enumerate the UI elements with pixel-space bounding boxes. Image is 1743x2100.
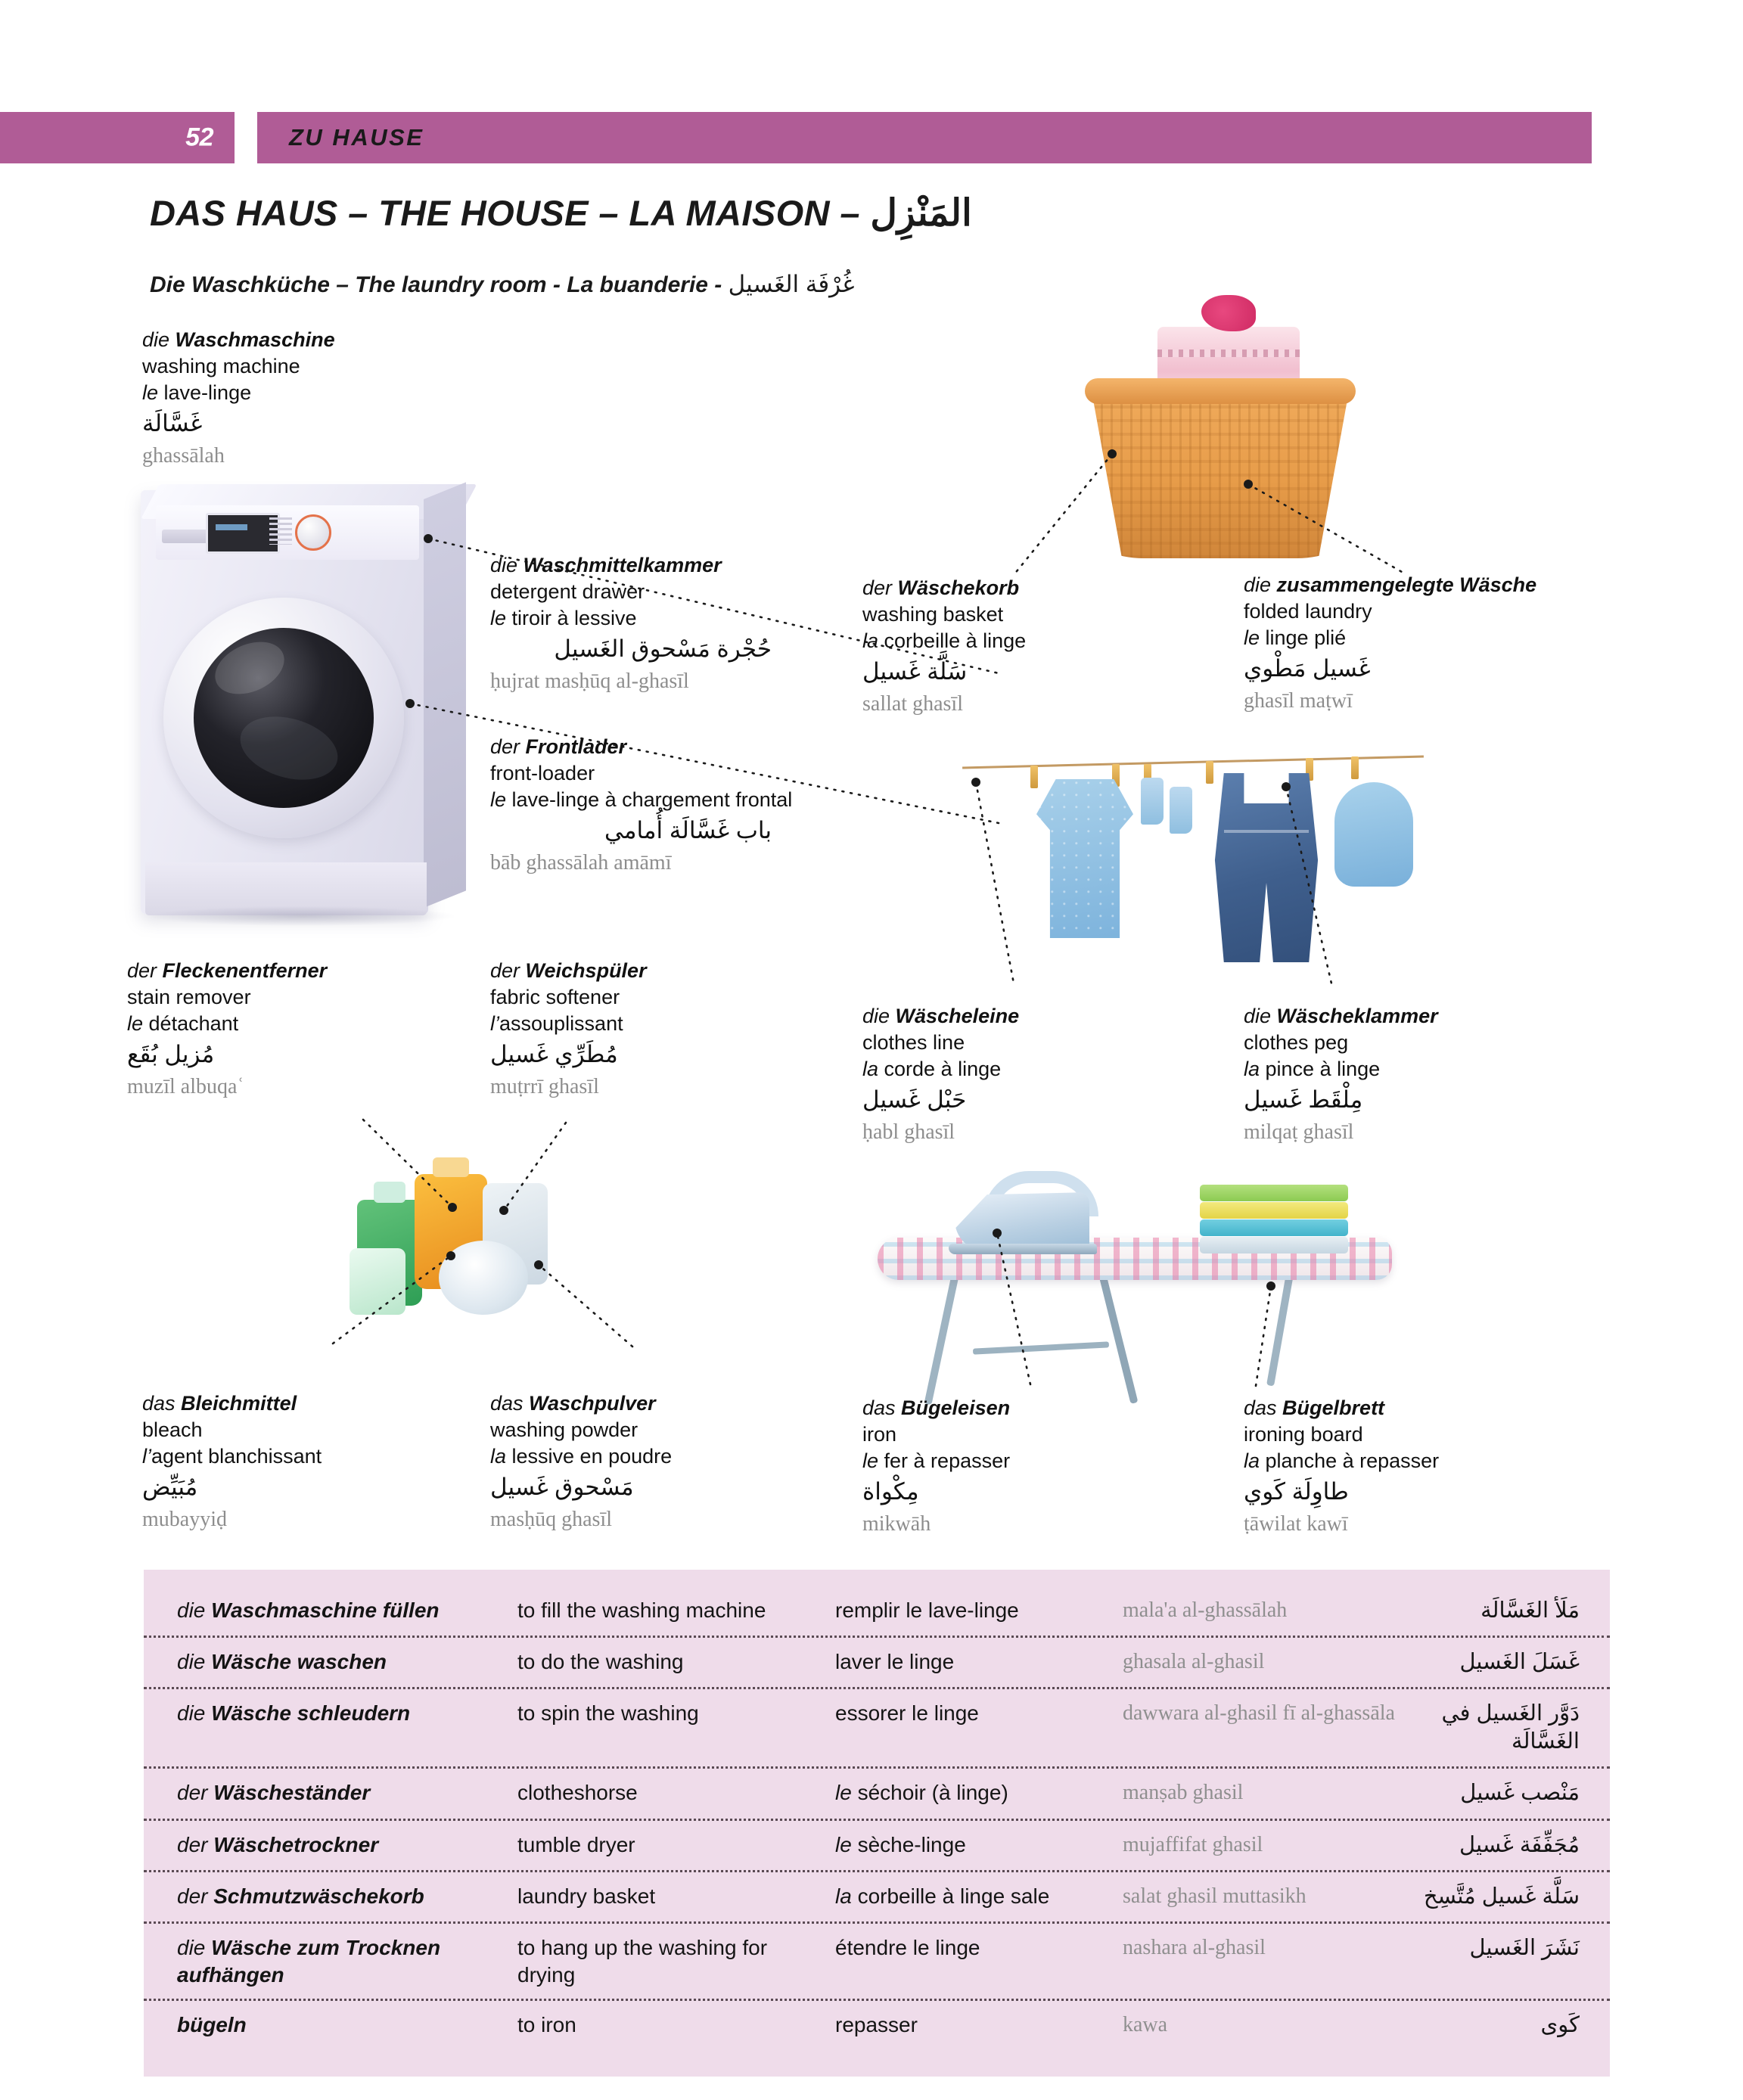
page-title	[150, 191, 972, 235]
cell-english: to fill the washing machine	[517, 1598, 766, 1622]
label-front-loader	[490, 734, 792, 877]
label-de	[490, 1390, 672, 1417]
cell-arabic: دَوَّر الغَسيل في الغَسَّالَة	[1441, 1701, 1580, 1754]
label-de-article: das	[142, 1392, 182, 1415]
label-fr-rest: corde à linge	[884, 1058, 1002, 1081]
label-fr	[142, 1443, 322, 1470]
label-fr-rest: planche à repasser	[1265, 1449, 1440, 1473]
cell-transliteration: kawa	[1123, 2013, 1168, 2037]
label-de-article: das	[490, 1392, 530, 1415]
label-de-article: der	[490, 959, 526, 982]
washing-machine-side	[424, 482, 466, 908]
page-number: 52	[185, 123, 213, 152]
phrase-table	[144, 1570, 1610, 2077]
label-folded-laundry	[1244, 572, 1536, 715]
label-fr-article: la	[490, 1445, 512, 1468]
cell-french: essorer le linge	[835, 1701, 979, 1726]
label-fr-article: la	[1244, 1449, 1266, 1473]
detergent-bottles-photo	[350, 1127, 599, 1315]
page-number-box	[0, 112, 235, 163]
label-fr	[1244, 625, 1536, 651]
section-subtitle-latin: Die Waschküche – The laundry room - La buanderie -	[150, 272, 729, 297]
cell-french: remplir le lave-linge	[835, 1598, 1019, 1622]
label-ar: حُجْرة مَسْحوق الغَسيل	[554, 635, 772, 663]
cell-arabic: مُجَفِّفَة غَسيل	[1459, 1832, 1580, 1857]
green-container	[350, 1248, 405, 1315]
label-translit: mubayyiḍ	[142, 1507, 227, 1531]
towel-blue	[1200, 1219, 1348, 1236]
label-de-word: Wäschekorb	[897, 576, 1020, 599]
hanging-bonnet-photo	[1334, 782, 1413, 887]
label-fr	[862, 1056, 1019, 1083]
label-ar: طاوِلَة كَوي	[1244, 1478, 1349, 1505]
label-clothes-line	[862, 1003, 1019, 1146]
label-de	[490, 552, 772, 579]
cell-german: der Schmutzwäschekorb	[177, 1884, 424, 1908]
label-translit: muṭrrī ghasīl	[490, 1074, 599, 1098]
label-translit: masḥūq ghasīl	[490, 1507, 612, 1531]
label-fr-article: l’	[490, 1012, 499, 1036]
cell-transliteration: salat ghasil muttasikh	[1123, 1884, 1306, 1908]
label-fr	[490, 1443, 672, 1470]
label-de	[862, 1395, 1010, 1421]
table-row	[144, 1821, 1610, 1872]
cell-french: le séchoir (à linge)	[835, 1781, 1008, 1805]
label-translit: bāb ghassālah amāmī	[490, 850, 672, 874]
label-fr	[1244, 1056, 1438, 1083]
cell-english: laundry basket	[517, 1884, 656, 1908]
label-de-word: Bügelbrett	[1282, 1396, 1385, 1419]
table-row	[144, 1638, 1610, 1689]
cell-arabic: سَلَّة غَسيل مُتَّسِخ	[1423, 1884, 1580, 1909]
label-en: detergent drawer	[490, 580, 645, 604]
label-fr-rest: assouplissant	[499, 1012, 623, 1036]
washing-machine-vents	[269, 517, 292, 545]
label-de-word: Weichspüler	[525, 959, 647, 982]
label-translit: ḥujrat masḥūq al-ghasīl	[490, 669, 689, 693]
label-de-word: Bügeleisen	[901, 1396, 1011, 1419]
label-de	[862, 1003, 1019, 1030]
label-de-article: die	[142, 328, 176, 351]
ironing-board-leg-1	[924, 1273, 959, 1405]
label-fr	[862, 1448, 1010, 1474]
label-fabric-softener	[490, 958, 647, 1101]
label-en: fabric softener	[490, 986, 620, 1009]
washing-machine-dial	[295, 514, 331, 551]
label-ar: باب غَسَّالَة أُمامي	[604, 817, 772, 844]
page-header-band	[0, 112, 1592, 163]
label-de-article: die	[1244, 573, 1277, 596]
label-ar: سَلَّة غَسيل	[862, 658, 968, 685]
label-ar: مِكْواة	[862, 1478, 919, 1505]
label-de-article: das	[862, 1396, 902, 1419]
label-ar: غَسَّالَة	[142, 410, 203, 437]
cell-arabic: مَلَأ الغَسَّالَة	[1480, 1598, 1580, 1623]
towel-yellow	[1200, 1202, 1348, 1219]
label-fr-rest: linge plié	[1265, 626, 1347, 650]
label-en: iron	[862, 1423, 897, 1446]
label-fr	[142, 380, 335, 406]
label-fr-rest: tiroir à lessive	[511, 607, 637, 630]
label-ar: مُزيل بُقَع	[127, 1041, 215, 1068]
cell-german: der Wäschetrockner	[177, 1832, 379, 1856]
label-de-word: Frontlader	[525, 735, 627, 758]
label-de	[127, 958, 327, 984]
label-ironing-board	[1244, 1395, 1439, 1538]
label-fr-rest: lave-linge à chargement frontal	[511, 788, 793, 812]
cell-french: repasser	[835, 2013, 918, 2037]
label-de	[1244, 572, 1536, 598]
cell-transliteration: mujaffifat ghasil	[1123, 1832, 1263, 1856]
page-title-latin: DAS HAUS – THE HOUSE – LA MAISON –	[150, 193, 871, 233]
cell-french: étendre le linge	[835, 1935, 980, 1959]
label-de-article: der	[127, 959, 163, 982]
label-de	[142, 327, 335, 353]
label-de-article: der	[490, 735, 526, 758]
label-translit: milqaṭ ghasīl	[1244, 1120, 1354, 1144]
label-fr-article: la	[1244, 1058, 1266, 1081]
label-fr-rest: lessive en poudre	[511, 1445, 673, 1468]
label-fr	[490, 1011, 647, 1037]
label-translit: ḥabl ghasīl	[862, 1120, 955, 1144]
cell-english: tumble dryer	[517, 1832, 635, 1856]
label-fr	[1244, 1448, 1439, 1474]
cell-french: le sèche-linge	[835, 1832, 966, 1856]
cell-english: to spin the washing	[517, 1701, 699, 1726]
cell-transliteration: ghasala al-ghasil	[1123, 1650, 1265, 1674]
label-fr-rest: agent blanchissant	[151, 1445, 322, 1468]
label-de	[1244, 1003, 1438, 1030]
label-fr-article: le	[862, 1449, 884, 1473]
label-de	[142, 1390, 322, 1417]
cell-english: to do the washing	[517, 1650, 684, 1674]
label-ar: حَبْل غَسيل	[862, 1086, 967, 1114]
label-en: washing powder	[490, 1418, 638, 1442]
cell-german: bügeln	[177, 2013, 247, 2037]
laundry-basket-photo	[1091, 387, 1350, 558]
chapter-title: ZU HAUSE	[289, 124, 424, 151]
cell-french: la corbeille à linge sale	[835, 1884, 1050, 1908]
cell-german: die Wäsche zum Trocknen aufhängen	[177, 1935, 441, 1987]
label-de-article: die	[490, 554, 524, 576]
label-washing-powder	[490, 1390, 672, 1533]
label-de-word: Waschmaschine	[175, 328, 335, 351]
bleach-jug	[439, 1241, 528, 1315]
label-en: bleach	[142, 1418, 203, 1442]
label-de-word: Waschmittelkammer	[523, 554, 722, 576]
table-row	[144, 1769, 1610, 1820]
label-ar: مُبَيِّض	[142, 1474, 198, 1501]
label-de-word: Wäscheklammer	[1276, 1005, 1438, 1027]
cell-transliteration: mala'a al-ghassālah	[1123, 1598, 1288, 1622]
label-en: front-loader	[490, 762, 595, 785]
label-translit: sallat ghasīl	[862, 691, 963, 716]
cell-french: laver le linge	[835, 1650, 955, 1674]
label-bleach	[142, 1390, 322, 1533]
label-translit: ghasīl maṭwī	[1244, 688, 1353, 713]
cell-english: to hang up the washing for drying	[517, 1935, 768, 1987]
label-fr-article: le	[490, 607, 512, 630]
cell-transliteration: dawwara al-ghasil fī al-ghassāla	[1123, 1701, 1395, 1726]
washing-machine-shadow	[151, 906, 454, 926]
section-subtitle	[150, 271, 855, 298]
cell-arabic: غَسَلَ الغَسيل	[1459, 1650, 1580, 1675]
label-de-word: Waschpulver	[529, 1392, 656, 1415]
table-row	[144, 1924, 1610, 2002]
label-fr-article: le	[490, 788, 512, 812]
hanging-overall-photo	[1210, 773, 1322, 962]
ironing-board-leg-2	[1098, 1273, 1138, 1404]
label-fr-rest: fer à repasser	[884, 1449, 1011, 1473]
cell-german: die Wäsche waschen	[177, 1650, 387, 1674]
laundry-basket-rim	[1085, 378, 1356, 404]
label-en: washing basket	[862, 603, 1004, 626]
label-de	[490, 958, 647, 984]
label-fr-article: la	[862, 629, 884, 653]
label-fr	[127, 1011, 327, 1037]
table-row	[144, 1872, 1610, 1924]
label-fr-article: le	[142, 381, 164, 405]
label-en: washing machine	[142, 355, 300, 378]
label-de-word: Bleichmittel	[181, 1392, 297, 1415]
towel-white	[1200, 1237, 1348, 1253]
hanging-shirt-photo	[1036, 779, 1133, 938]
label-en: clothes peg	[1244, 1031, 1349, 1055]
table-row	[144, 2001, 1610, 2050]
washing-machine-door-glass	[194, 628, 374, 808]
label-de-word: Fleckenentferner	[162, 959, 328, 982]
label-fr	[862, 628, 1026, 654]
page-title-arabic: المَنْزِل	[870, 193, 972, 234]
iron-soleplate	[949, 1244, 1097, 1254]
label-en: folded laundry	[1244, 600, 1372, 623]
chapter-title-box	[257, 112, 1592, 163]
label-ar: مَسْحوق غَسيل	[490, 1474, 634, 1501]
cell-english: to iron	[517, 2013, 576, 2037]
label-en: ironing board	[1244, 1423, 1363, 1446]
label-fr	[490, 787, 792, 813]
iron-photo	[955, 1192, 1089, 1251]
table-row	[144, 1586, 1610, 1638]
label-fr-article: le	[127, 1012, 149, 1036]
label-fr-article: la	[862, 1058, 884, 1081]
label-fr-rest: corbeille à linge	[884, 629, 1027, 653]
label-detergent-drawer	[490, 552, 772, 695]
label-fr-article: le	[1244, 626, 1266, 650]
hanging-sock-photo-2	[1170, 787, 1192, 834]
cell-transliteration: manṣab ghasil	[1123, 1781, 1244, 1805]
label-de-article: die	[862, 1005, 896, 1027]
cell-arabic: نَشَرَ الغَسيل	[1469, 1935, 1580, 1960]
label-washing-machine	[142, 327, 335, 470]
label-de-article: das	[1244, 1396, 1283, 1419]
label-de-word: Wäscheleine	[895, 1005, 1020, 1027]
label-en: stain remover	[127, 986, 251, 1009]
label-ar: غَسيل مَطْوي	[1244, 655, 1371, 682]
table-row	[144, 1689, 1610, 1769]
label-en: clothes line	[862, 1031, 965, 1055]
folded-towels-photo	[1200, 1185, 1348, 1254]
ironing-board-crossbar	[973, 1341, 1109, 1354]
label-fr-rest: détachant	[148, 1012, 239, 1036]
label-de-article: der	[862, 576, 898, 599]
section-subtitle-arabic: غُرْفَة الغَسيل	[728, 271, 855, 297]
label-de-word: zusammengelegte Wäsche	[1276, 573, 1537, 596]
label-de	[862, 575, 1026, 601]
ironing-board-leg-3	[1266, 1273, 1294, 1386]
clothes-peg-photo-1	[1030, 766, 1038, 788]
clothes-peg-photo-4	[1206, 761, 1213, 784]
hanging-sock-photo-1	[1141, 778, 1164, 825]
label-translit: muzīl albuqaʿ	[127, 1074, 244, 1098]
cell-german: der Wäscheständer	[177, 1781, 371, 1805]
cell-arabic: مَنْصب غَسيل	[1460, 1781, 1580, 1806]
clothes-peg-photo-6	[1351, 756, 1359, 779]
label-de	[1244, 1395, 1439, 1421]
label-fr-article: l’	[142, 1445, 151, 1468]
towel-green	[1200, 1185, 1348, 1201]
label-translit: mikwāh	[862, 1511, 931, 1536]
label-de-article: die	[1244, 1005, 1277, 1027]
label-fr-rest: pince à linge	[1265, 1058, 1381, 1081]
cell-german: die Waschmaschine füllen	[177, 1598, 440, 1622]
cell-arabic: كَوى	[1540, 2013, 1580, 2038]
label-ar: مِلْقَط غَسيل	[1244, 1086, 1363, 1114]
label-iron	[862, 1395, 1010, 1538]
label-stain-remover	[127, 958, 327, 1101]
cell-english: clotheshorse	[517, 1781, 638, 1805]
label-clothes-peg	[1244, 1003, 1438, 1146]
label-fr-rest: lave-linge	[163, 381, 252, 405]
cell-german: die Wäsche schleudern	[177, 1701, 411, 1726]
label-fr	[490, 605, 772, 632]
label-washing-basket	[862, 575, 1026, 718]
label-de	[490, 734, 792, 760]
label-translit: ṭāwilat kawī	[1244, 1511, 1348, 1536]
cell-transliteration: nashara al-ghasil	[1123, 1935, 1266, 1959]
label-ar: مُطَرِّي غَسيل	[490, 1041, 618, 1068]
label-translit: ghassālah	[142, 443, 225, 468]
